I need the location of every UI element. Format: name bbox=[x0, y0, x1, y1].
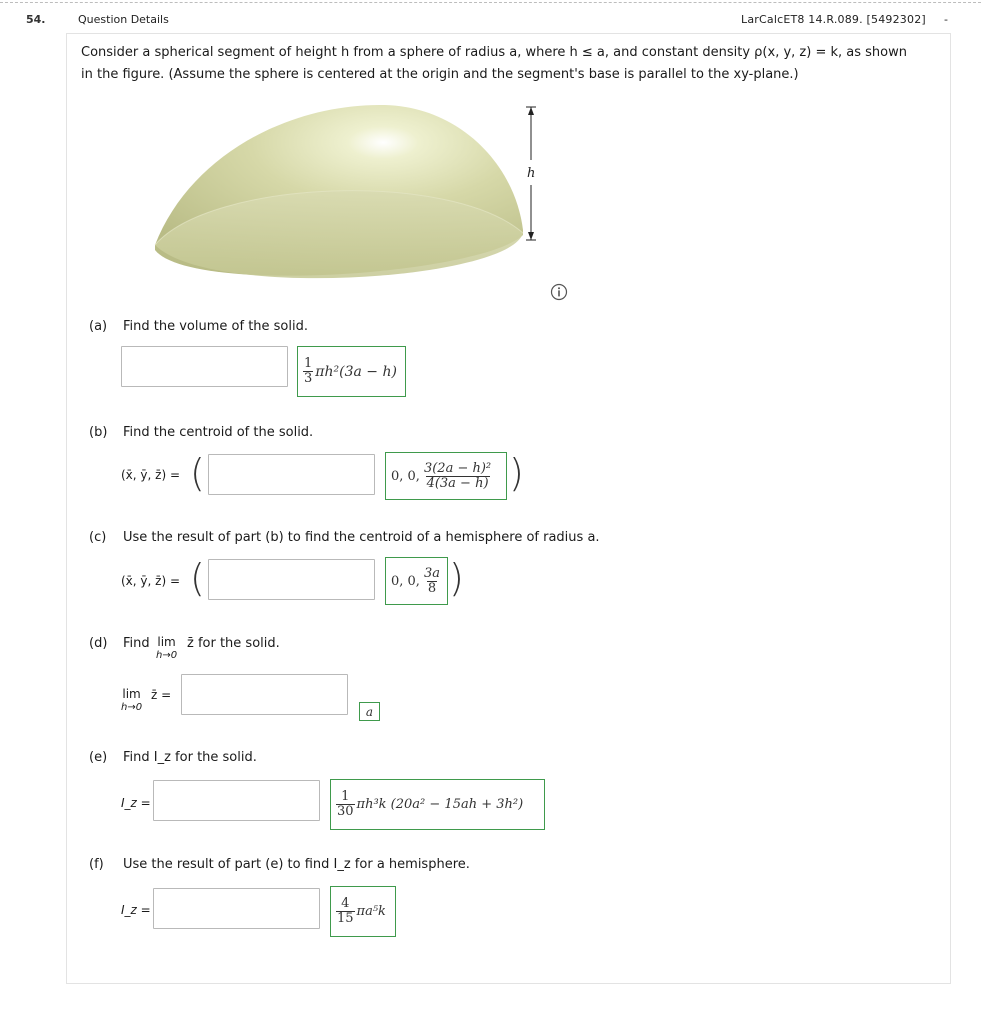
part-b-answer-key: 0, 0, $\frac{\text{3(2a − h)²}}{4(3a - h)}$ bbox=[385, 452, 507, 500]
question-number: 54. bbox=[26, 13, 46, 26]
part-d-answer-input[interactable] bbox=[181, 674, 348, 715]
part-d-zbar-label: z̄ = bbox=[151, 688, 172, 702]
part-a-question: (a) Find the volume of the solid. bbox=[89, 319, 308, 334]
part-d-question-tail: z̄ for the solid. bbox=[187, 636, 280, 651]
part-c-open-paren: ( bbox=[190, 556, 205, 600]
part-c-answer-input[interactable] bbox=[208, 559, 375, 600]
top-divider bbox=[0, 2, 981, 3]
part-e-iz-label: I_z = bbox=[121, 796, 151, 810]
part-b-question: (b) Find the centroid of the solid. bbox=[89, 425, 314, 440]
part-d-limit-label: lim h→0 bbox=[121, 687, 143, 713]
part-f-question: (f) Use the result of part (e) to find I_z for a hemisphere. bbox=[89, 857, 470, 872]
part-c-question: (c) Use the result of part (b) to find the centroid of a hemisphere of radius a. bbox=[89, 530, 600, 545]
part-c-centroid-label: (x̄, ȳ, z̄) = bbox=[121, 574, 180, 588]
part-b-answer-input[interactable] bbox=[208, 454, 375, 495]
part-a-answer-key: $\frac{1}{3}$ πh²(3a − h) bbox=[297, 346, 406, 397]
part-a-answer-input[interactable] bbox=[121, 346, 288, 387]
question-reference: LarCalcET8 14.R.089. [5492302] bbox=[741, 13, 926, 26]
problem-line-1: Consider a spherical segment of height h from a sphere of radius a, where h ≤ a, and constant density ρ(x, y, z) = k, as shown bbox=[81, 45, 907, 60]
part-b-centroid-label: (x̄, ȳ, z̄) = bbox=[121, 468, 180, 482]
part-d-question: (d) Find bbox=[89, 636, 150, 651]
collapse-toggle[interactable]: - bbox=[944, 13, 948, 26]
part-c-close-paren: ) bbox=[449, 556, 464, 600]
part-e-answer-key: $\frac{1}{30}$ πh³k (20a² − 15ah + 3h²) bbox=[330, 779, 545, 830]
part-b-close-paren: ) bbox=[509, 451, 524, 495]
problem-line-2: in the figure. (Assume the sphere is centered at the origin and the segment's base is parallel to the xy-plane.) bbox=[81, 67, 799, 82]
part-b-open-paren: ( bbox=[190, 451, 205, 495]
part-e-question: (e) Find I_z for the solid. bbox=[89, 750, 257, 765]
problem-statement bbox=[81, 42, 941, 86]
question-details-link[interactable]: Question Details bbox=[78, 13, 169, 26]
part-c-answer-key: 0, 0, $\frac{3a}{8}$ bbox=[385, 557, 448, 605]
part-f-iz-label: I_z = bbox=[121, 903, 151, 917]
part-f-answer-key: $\frac{4}{15}$ πa⁵k bbox=[330, 886, 396, 937]
part-f-answer-input[interactable] bbox=[153, 888, 320, 929]
spherical-segment-figure bbox=[150, 95, 570, 310]
info-icon[interactable] bbox=[550, 283, 568, 301]
height-label: h bbox=[527, 166, 536, 181]
part-d-question-limit: lim h→0 bbox=[156, 635, 178, 661]
part-e-answer-input[interactable] bbox=[153, 780, 320, 821]
part-d-answer-key: a bbox=[359, 702, 380, 721]
